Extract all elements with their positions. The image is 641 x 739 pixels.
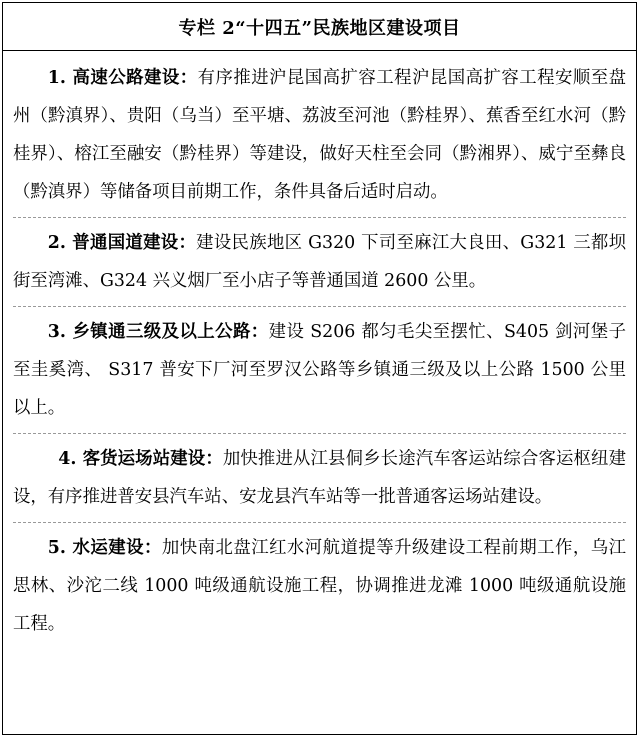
item-lead: 5. 水运建设： bbox=[47, 538, 162, 558]
item-waterway bbox=[13, 529, 626, 643]
separator bbox=[13, 306, 626, 307]
item-lead: 3. 乡镇通三级及以上公路： bbox=[47, 322, 269, 342]
separator bbox=[13, 433, 626, 434]
item-national-road bbox=[13, 224, 626, 300]
item-township-road bbox=[13, 313, 626, 427]
item-text: 加快推进从江县侗乡长途汽车客运站综合客运枢纽建设，有序推进普安县汽车站、安龙县汽车站等一批普通客运场站建设。 bbox=[13, 449, 626, 507]
separator bbox=[13, 522, 626, 523]
item-stations bbox=[13, 440, 626, 516]
item-highway bbox=[13, 59, 626, 211]
item-lead: 1. 高速公路建设： bbox=[47, 68, 198, 88]
box-content bbox=[3, 51, 636, 643]
box-title: 专栏 2“十四五”民族地区建设项目 bbox=[3, 3, 636, 51]
item-text: 建设 S206 都匀毛尖至摆忙、S405 剑河堡子至圭奚湾、 S317 普安下厂河至罗汉公路等乡镇通三级及以上公路 1500 公里以上。 bbox=[13, 322, 626, 418]
item-lead: 2. 普通国道建设： bbox=[47, 233, 197, 253]
item-text: 建设民族地区 G320 下司至麻江大良田、G321 三都坝街至湾滩、G324 兴义烟厂至小店子等普通国道 2600 公里。 bbox=[13, 233, 626, 291]
separator bbox=[13, 217, 626, 218]
project-box bbox=[2, 2, 637, 735]
item-lead: 4. 客货运场站建设： bbox=[58, 449, 223, 469]
item-text: 加快南北盘江红水河航道提等升级建设工程前期工作，乌江思林、沙沱二线 1000 吨级通航设施工程，协调推进龙滩 1000 吨级通航设施工程。 bbox=[13, 538, 626, 634]
item-text: 有序推进沪昆国高扩容工程沪昆国高扩容工程安顺至盘州（黔滇界）、贵阳（乌当）至平塘、荔波至河池（黔桂界）、蕉香至红水河（黔桂界）、榕江至融安（黔桂界）等建设，做好天柱至会同（黔湘界）、威宁至彝良（黔滇界）等储备项目前期工作，条件具备后适时启动。 bbox=[13, 68, 626, 202]
